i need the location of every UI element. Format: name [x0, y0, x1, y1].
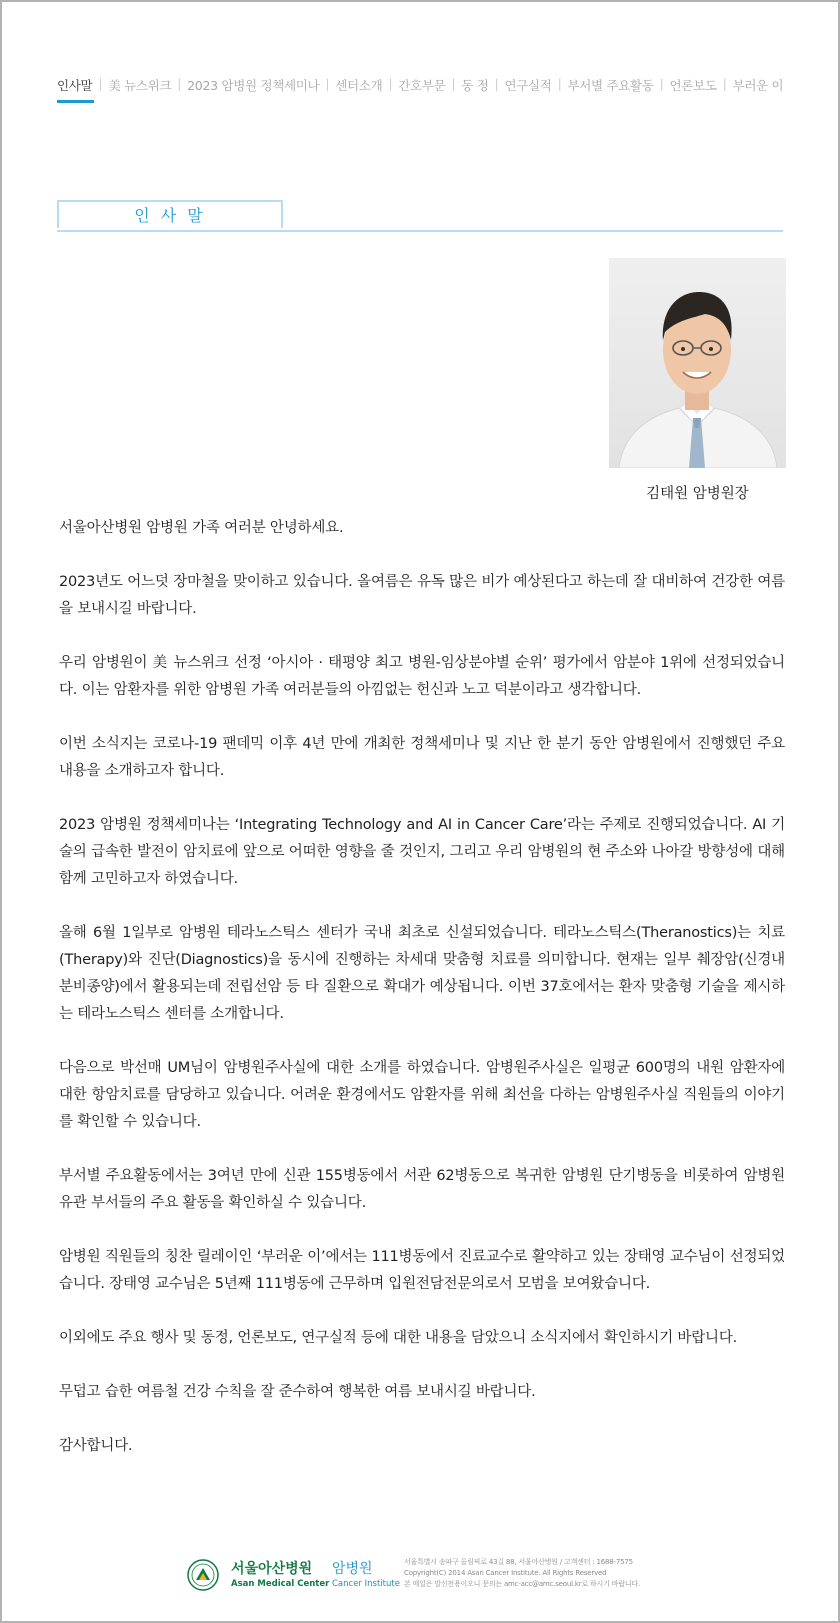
- nav-tab-7[interactable]: 연구실적: [504, 78, 552, 93]
- letter-paragraph: 올해 6월 1일부로 암병원 테라노스틱스 센터가 국내 최초로 신설되었습니다. 테라노스틱스(Theranostics)는 치료(Therapy)와 진단(Diagnostics)을 동시에 진행하는 차세대 맞춤형 치료를 의미합니다. 현재는 일부 췌장암(신경내분비종양)에서 활용되는데 전립선암 등 타 질환으로 확대가 예상됩니다. 이번 37호에서는 환자 맞춤형 기술을 제시하는 테라노스틱스 센터를 소개합니다.: [59, 925, 785, 1022]
- footer: [187, 1557, 667, 1597]
- letter-paragraph: 다음으로 박선매 UM님이 암병원주사실에 대한 소개를 하였습니다. 암병원주사실은 일평균 600명의 내원 암환자에 대한 항암치료를 담당하고 있습니다. 어려운 환경에서도 암환자를 위해 최선을 다하는 암병원주사실 직원들의 이야기를 확인할 수 있습니다.: [59, 1060, 785, 1130]
- nav-separator: |: [659, 76, 664, 91]
- footer-info: [404, 1557, 640, 1590]
- portrait-caption: 김태원 암병원장: [646, 486, 749, 502]
- footer-address: 서울특별시 송파구 올림픽로 43길 88, 서울아산병원 / 고객센터 : 1688-7575: [404, 1558, 633, 1566]
- top-navigation: [57, 76, 783, 108]
- nav-tab-1[interactable]: 인사말: [57, 78, 93, 93]
- hospital-logo-english: Asan Medical Center: [231, 1579, 330, 1589]
- letter-paragraph: 이외에도 주요 행사 및 동정, 언론보도, 연구실적 등에 대한 내용을 담았으니 소식지에서 확인하시기 바랍니다.: [59, 1330, 738, 1346]
- letter-paragraph: 우리 암병원이 美 뉴스위크 선정 ‘아시아 · 태평양 최고 병원-임상분야별 순위’ 평가에서 암분야 1위에 선정되었습니다. 이는 암환자를 위한 암병원 가족 여러분들의 아낌없는 헌신과 노고 덕분이라고 생각합니다.: [59, 655, 785, 698]
- nav-separator: |: [722, 76, 727, 91]
- letter-paragraph: 2023 암병원 정책세미나는 ‘Integrating Technology and AI in Cancer Care’라는 주제로 진행되었습니다. AI 기술의 급속한 발전이 암치료에 앞으로 어떠한 영향을 줄 것인지, 그리고 우리 암병원의 현 주소와 나아갈 방향성에 대해 함께 고민하고자 하였습니다.: [59, 817, 785, 887]
- letter-paragraph: 2023년도 어느덧 장마철을 맞이하고 있습니다. 올여름은 유독 많은 비가 예상된다고 하는데 잘 대비하여 건강한 여름을 보내시길 바랍니다.: [59, 574, 785, 617]
- nav-tab-8[interactable]: 부서별 주요활동: [567, 78, 654, 93]
- hospital-seal-icon: [187, 1559, 219, 1591]
- letter-paragraph: 서울아산병원 암병원 가족 여러분 안녕하세요.: [59, 520, 344, 536]
- nav-separator: |: [451, 76, 456, 91]
- hospital-logo-korean: 서울아산병원: [231, 1561, 313, 1577]
- section-title: 인 사 말: [57, 200, 283, 228]
- letter-paragraph: 암병원 직원들의 칭찬 릴레이인 ‘부러운 이’에서는 111병동에서 진료교수로 활약하고 있는 장태영 교수님이 선정되었습니다. 장태영 교수님은 5년째 111병동에 근무하며 입원전담전문의로서 모범을 보여왔습니다.: [59, 1249, 785, 1292]
- nav-tab-5[interactable]: 간호부문: [398, 78, 446, 93]
- nav-tab-10[interactable]: 부러운 이: [732, 78, 783, 93]
- letter-paragraph: 이번 소식지는 코로나-19 팬데믹 이후 4년 만에 개최한 정책세미나 및 지난 한 분기 동안 암병원에서 진행했던 주요 내용을 소개하고자 합니다.: [59, 736, 785, 779]
- nav-separator: |: [98, 76, 103, 91]
- greeting-letter: [59, 515, 785, 1487]
- nav-separator: |: [388, 76, 393, 91]
- director-portrait: [609, 258, 786, 468]
- nav-separator: |: [177, 76, 182, 91]
- footer-copyright: Copyright(C) 2014 Asan Cancer Institute. All Rights Reserved: [404, 1569, 607, 1577]
- nav-separator: |: [325, 76, 330, 91]
- letter-paragraph: 무덥고 습한 여름철 건강 수칙을 잘 준수하여 행복한 여름 보내시길 바랍니다.: [59, 1384, 536, 1400]
- letter-paragraph: 감사합니다.: [59, 1438, 133, 1454]
- portrait-illustration: [609, 258, 786, 468]
- nav-tab-2[interactable]: 美 뉴스위크: [108, 78, 172, 93]
- nav-tab-9[interactable]: 언론보도: [669, 78, 717, 93]
- nav-tab-6[interactable]: 동 정: [461, 78, 489, 93]
- footer-notice: 본 메일은 발신전용이오니 문의는 amc-acc@amc.seoul.kr로 하시기 바랍니다.: [404, 1580, 640, 1588]
- section-title-bar: [57, 200, 783, 232]
- nav-separator: |: [557, 76, 562, 91]
- nav-tab-4[interactable]: 센터소개: [335, 78, 383, 93]
- nav-tab-3[interactable]: 2023 암병원 정책세미나: [187, 78, 320, 93]
- nav-separator: |: [494, 76, 499, 91]
- cancer-institute-english: Cancer Institute: [332, 1579, 400, 1589]
- letter-paragraph: 부서별 주요활동에서는 3여년 만에 신관 155병동에서 서관 62병동으로 복귀한 암병원 단기병동을 비롯하여 암병원 유관 부서들의 주요 활동을 확인하실 수 있습니다.: [59, 1168, 785, 1211]
- cancer-institute-korean: 암병원: [332, 1561, 373, 1577]
